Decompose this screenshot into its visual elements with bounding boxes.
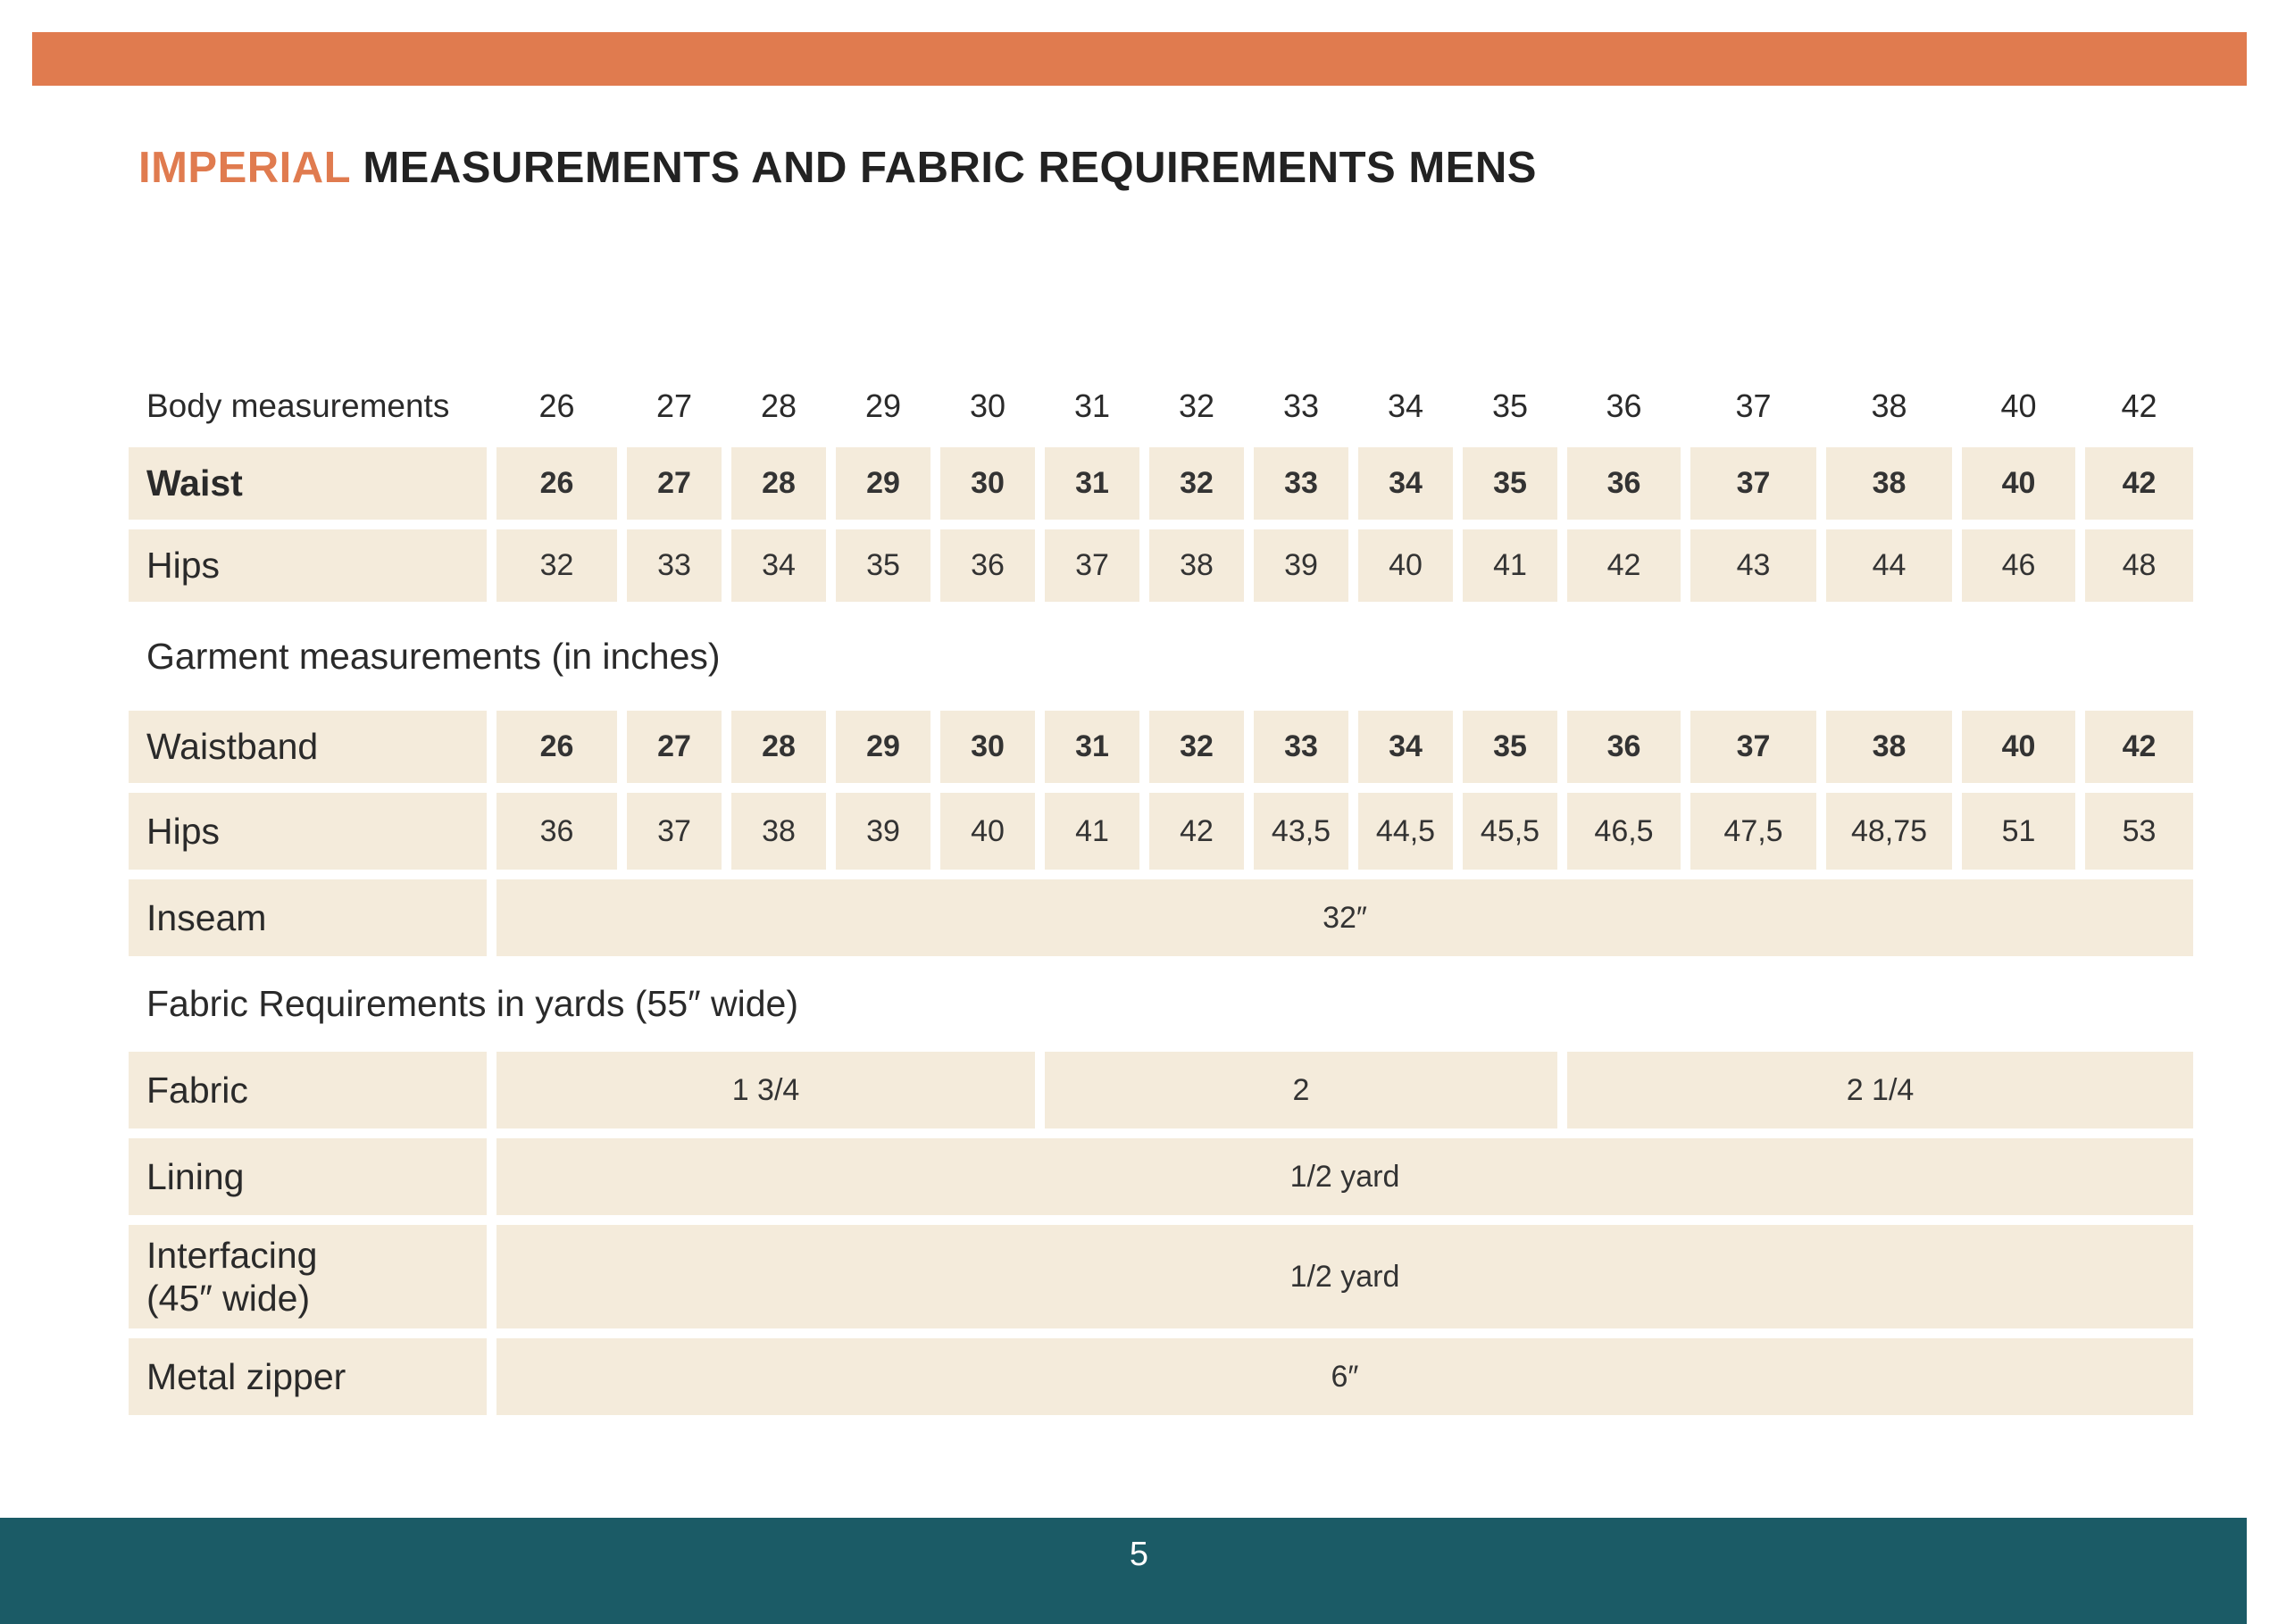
hips-body-cell: 34 (731, 529, 826, 602)
hips-body-cell: 35 (836, 529, 930, 602)
fabric-requirements-header: Fabric Requirements in yards (55″ wide) (146, 983, 799, 1024)
waist-cell: 27 (627, 447, 722, 520)
title-accent: IMPERIAL (138, 144, 351, 192)
hips-garment-label: Hips (129, 793, 487, 870)
waistband-label: Waistband (129, 711, 487, 783)
hips-garment-cell: 46,5 (1567, 793, 1681, 870)
size-header: 32 (1178, 387, 1215, 424)
waist-cell: 30 (940, 447, 1035, 520)
size-header: 38 (1871, 387, 1907, 424)
waistband-cell: 38 (1826, 711, 1952, 783)
waist-cell: 33 (1254, 447, 1348, 520)
hips-garment-cell: 38 (731, 793, 826, 870)
waist-label: Waist (129, 447, 487, 520)
size-header: 29 (864, 387, 902, 424)
hips-garment-cell: 48,75 (1826, 793, 1952, 870)
waistband-cell: 31 (1045, 711, 1139, 783)
waistband-cell: 36 (1567, 711, 1681, 783)
hips-garment-cell: 47,5 (1690, 793, 1816, 870)
hips-body-label: Hips (129, 529, 487, 602)
hips-body-cell: 48 (2085, 529, 2193, 602)
size-header: 28 (760, 387, 797, 424)
fabric-value-medium: 2 (1045, 1052, 1557, 1128)
waist-cell: 28 (731, 447, 826, 520)
waistband-cell: 35 (1463, 711, 1557, 783)
hips-garment-cell: 41 (1045, 793, 1139, 870)
top-accent-bar (32, 32, 2247, 86)
waistband-cell: 29 (836, 711, 930, 783)
inseam-label: Inseam (129, 879, 487, 956)
lining-label: Lining (129, 1138, 487, 1215)
waistband-cell: 40 (1962, 711, 2075, 783)
waist-cell: 29 (836, 447, 930, 520)
waist-cell: 35 (1463, 447, 1557, 520)
hips-body-cell: 41 (1463, 529, 1557, 602)
size-header: 42 (2121, 387, 2157, 424)
garment-measurements-header: Garment measurements (in inches) (146, 635, 721, 677)
size-header: 33 (1282, 387, 1320, 424)
hips-body-cell: 43 (1690, 529, 1816, 602)
hips-body-cell: 38 (1149, 529, 1244, 602)
waist-cell: 31 (1045, 447, 1139, 520)
hips-garment-cell: 44,5 (1358, 793, 1453, 870)
waistband-cell: 42 (2085, 711, 2193, 783)
body-measurements-header: Body measurements (146, 387, 450, 424)
interfacing-value: 1/2 yard (496, 1225, 2193, 1328)
zipper-value: 6″ (496, 1338, 2193, 1415)
waistband-cell: 26 (496, 711, 617, 783)
hips-garment-cell: 40 (940, 793, 1035, 870)
size-header: 27 (655, 387, 693, 424)
size-header: 40 (2000, 387, 2037, 424)
hips-garment-cell: 53 (2085, 793, 2193, 870)
waist-cell: 32 (1149, 447, 1244, 520)
waistband-cell: 32 (1149, 711, 1244, 783)
hips-body-cell: 39 (1254, 529, 1348, 602)
title-main: MEASUREMENTS AND FABRIC REQUIREMENTS MENS (363, 144, 1537, 192)
hips-garment-cell: 39 (836, 793, 930, 870)
size-header: 31 (1073, 387, 1111, 424)
hips-garment-cell: 43,5 (1254, 793, 1348, 870)
waistband-cell: 33 (1254, 711, 1348, 783)
hips-garment-cell: 42 (1149, 793, 1244, 870)
hips-body-cell: 33 (627, 529, 722, 602)
hips-body-cell: 46 (1962, 529, 2075, 602)
fabric-label: Fabric (129, 1052, 487, 1128)
waist-cell: 37 (1690, 447, 1816, 520)
hips-body-cell: 32 (496, 529, 617, 602)
waistband-cell: 37 (1690, 711, 1816, 783)
lining-value: 1/2 yard (496, 1138, 2193, 1215)
waistband-cell: 30 (940, 711, 1035, 783)
fabric-value-small: 1 3/4 (496, 1052, 1035, 1128)
waist-cell: 26 (496, 447, 617, 520)
fabric-value-large: 2 1/4 (1567, 1052, 2193, 1128)
size-header: 34 (1387, 387, 1424, 424)
interfacing-label-line1: Interfacing (146, 1235, 318, 1276)
interfacing-label (129, 1225, 487, 1328)
waist-cell: 38 (1826, 447, 1952, 520)
waistband-cell: 27 (627, 711, 722, 783)
waist-cell: 42 (2085, 447, 2193, 520)
page-number: 5 (1129, 1536, 1149, 1573)
hips-body-cell: 40 (1358, 529, 1453, 602)
zipper-label: Metal zipper (129, 1338, 487, 1415)
size-header: 26 (538, 387, 575, 424)
hips-garment-cell: 45,5 (1463, 793, 1557, 870)
page-title (138, 143, 1537, 193)
interfacing-label-line2: (45″ wide) (146, 1278, 311, 1319)
hips-garment-cell: 36 (496, 793, 617, 870)
hips-garment-cell: 37 (627, 793, 722, 870)
waist-cell: 36 (1567, 447, 1681, 520)
hips-body-cell: 42 (1567, 529, 1681, 602)
waistband-cell: 28 (731, 711, 826, 783)
size-header: 35 (1491, 387, 1529, 424)
waist-cell: 40 (1962, 447, 2075, 520)
hips-body-cell: 37 (1045, 529, 1139, 602)
waist-cell: 34 (1358, 447, 1453, 520)
size-header: 37 (1735, 387, 1772, 424)
inseam-value: 32″ (496, 879, 2193, 956)
size-header: 30 (969, 387, 1006, 424)
waistband-cell: 34 (1358, 711, 1453, 783)
hips-body-cell: 36 (940, 529, 1035, 602)
size-header: 36 (1606, 387, 1642, 424)
hips-body-cell: 44 (1826, 529, 1952, 602)
hips-garment-cell: 51 (1962, 793, 2075, 870)
measurements-table (129, 375, 2178, 1415)
